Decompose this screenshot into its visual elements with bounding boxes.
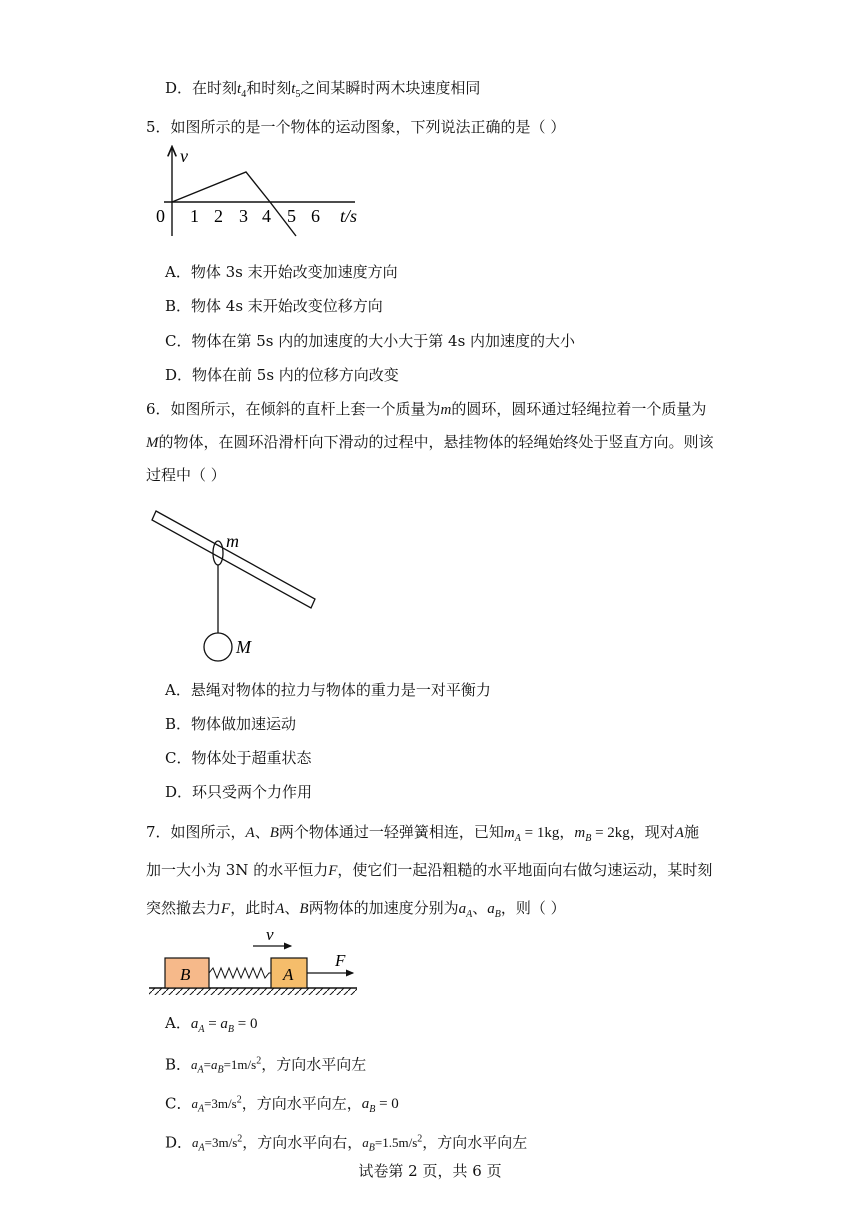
q7-block-a-label: A [283,965,294,984]
q7-stem-line3: 突然撤去力F，此时A、B两物体的加速度分别为$a_A$、$a_B$，则（ ） [146,899,566,920]
q5-tick: 5 [287,206,296,226]
q7-spring-blocks-figure [145,928,365,998]
q7-ground-hatch [149,988,357,995]
q5-option-b[interactable]: B．物体 4s 末开始改变位移方向 [165,297,383,315]
q6-option-b[interactable]: B．物体做加速运动 [165,715,297,733]
q6-ring-label: m [226,531,239,551]
q5-vt-graph [150,142,370,247]
q6-ring-rod-figure [150,505,325,665]
q5-option-c[interactable]: C．物体在第 5s 内的加速度的大小大于第 4s 内加速度的大小 [165,332,576,350]
q7-stem-line1: 7．如图所示，A、B两个物体通过一轻弹簧相连，已知$m_A = 1kg$，$m_B = 2kg$，现对A施 [146,823,699,844]
q7-option-d[interactable]: D．$a_A=3m/s^2$，方向水平向右，$a_B=1.5m/s^2$，方向水平向左 [165,1133,528,1154]
q5-tick: 2 [214,206,223,226]
q5-option-a[interactable]: A．物体 3s 末开始改变加速度方向 [165,263,398,281]
q5-stem: 5．如图所示的是一个物体的运动图象，下列说法正确的是（ ） [146,118,566,136]
q7-f-label: F [335,951,346,970]
q7-option-b[interactable]: B．$a_A=a_B=1m/s^2$，方向水平向左 [165,1055,367,1076]
q6-stem-line1: 6．如图所示，在倾斜的直杆上套一个质量为m的圆环，圆环通过轻绳拉着一个质量为 [146,400,707,418]
q6-stem-line3: 过程中（ ） [146,466,226,484]
q7-spring [209,968,271,978]
q6-option-c[interactable]: C．物体处于超重状态 [165,749,312,767]
q5-x-label: t/s [340,206,358,226]
q6-ball-label: M [236,637,251,657]
q5-origin: 0 [156,206,165,226]
q4-option-d[interactable]: D．在时刻$t_4$和时刻$t_5$之间某瞬时两木块速度相同 [165,79,481,100]
page-footer: 试卷第 2 页，共 6 页 [358,1162,502,1180]
q5-tick: 4 [262,206,271,226]
q7-option-c[interactable]: C．$a_A=3m/s^2$，方向水平向左，$a_B = 0$ [165,1094,399,1116]
q7-option-a[interactable]: A．$a_A = a_B = 0$ [165,1014,258,1035]
q5-tick: 1 [190,206,199,226]
q6-ball [204,633,232,661]
q6-stem-line2: M的物体，在圆环沿滑杆向下滑动的过程中，悬挂物体的轻绳始终处于竖直方向。则该 [146,433,714,451]
q7-stem-line2: 加一大小为 3N 的水平恒力F，使它们一起沿粗糙的水平地面向右做匀速运动，某时刻 [146,861,713,879]
q5-velocity-line [172,172,296,236]
q5-y-label: v [180,146,188,166]
q5-option-d[interactable]: D．物体在前 5s 内的位移方向改变 [165,366,399,384]
q6-option-d[interactable]: D．环只受两个力作用 [165,783,313,801]
q7-block-b-label: B [180,965,191,984]
q5-tick: 6 [311,206,320,226]
q5-tick: 3 [239,206,248,226]
q7-v-label: v [266,928,274,944]
q6-option-a[interactable]: A．悬绳对物体的拉力与物体的重力是一对平衡力 [165,681,491,699]
q6-inclined-rod [152,511,315,608]
